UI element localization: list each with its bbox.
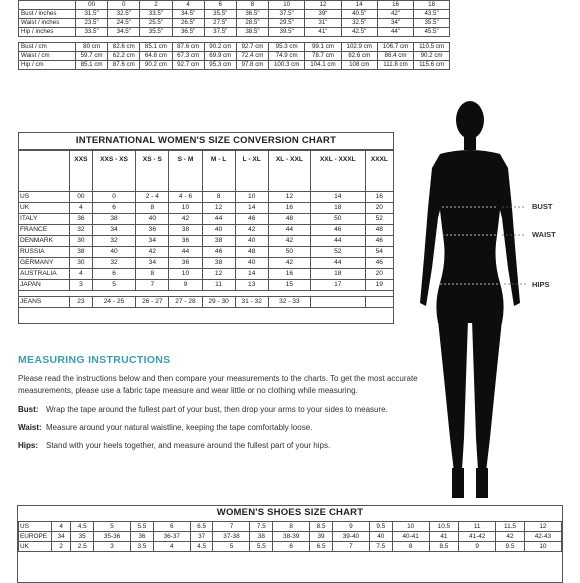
table-row: [19, 236, 393, 247]
table-cell: 40: [92, 247, 135, 258]
table-cell: 87.6 cm: [108, 61, 140, 70]
bust-instruction: [18, 405, 448, 415]
table-cell: 100.3 cm: [269, 61, 305, 70]
size-header: 8: [236, 1, 268, 10]
shoes-title-row: [19, 505, 562, 522]
table-cell: 50: [268, 247, 310, 258]
shoes-rows: [19, 522, 562, 552]
row-label: JAPAN: [19, 280, 70, 291]
table-cell: 40: [369, 532, 392, 542]
table-cell: 40: [235, 236, 268, 247]
instruction-text: Measure around your natural waistline, keeping the tape comfortably loose.: [46, 423, 313, 432]
shoes-size-table: [18, 505, 562, 552]
table-cell: 82.6 cm: [341, 52, 377, 61]
table-cell: 26.5": [172, 19, 204, 28]
table-cell: 9.5: [496, 542, 525, 552]
row-label: US: [19, 522, 52, 532]
table-cell: 6: [92, 269, 135, 280]
intl-size-chart: [18, 132, 394, 324]
table-cell: 2 - 4: [136, 192, 169, 203]
intl-rows: [19, 192, 393, 291]
table-cell: 74.9 cm: [269, 52, 305, 61]
table-cell: 97.8 cm: [236, 61, 268, 70]
table-cell: 19: [365, 280, 393, 291]
table-cell: 8: [392, 542, 429, 552]
row-label: Waist / cm: [19, 52, 76, 61]
row-label: UK: [19, 203, 70, 214]
table-cell: 11: [202, 280, 235, 291]
instruction-text: Stand with your heels together, and measure around the fullest part of your hips.: [46, 441, 331, 450]
table-cell: 32.5": [341, 19, 377, 28]
table-cell: 8: [273, 522, 310, 532]
measuring-intro: Please read the instructions below and then compare your measurements to the charts. To get the most accurate measurements, please use a fabric tape measure and wear little or no clothing while measuring.: [18, 374, 418, 395]
table-cell: 4.5: [190, 542, 213, 552]
intl-chart-title: INTERNATIONAL WOMEN'S SIZE CONVERSION CHART: [19, 133, 393, 150]
table-row: [19, 247, 393, 258]
table-cell: 25.5": [140, 19, 172, 28]
hips-instruction: [18, 441, 448, 451]
table-cell: 87.6 cm: [172, 43, 204, 52]
table-cell: 33.5": [140, 10, 172, 19]
table-cell: [365, 297, 393, 308]
table-cell: 41: [429, 532, 459, 542]
table-cell: 34: [52, 532, 71, 542]
table-row: [19, 28, 450, 37]
table-cell: 39.5": [269, 28, 305, 37]
size-header: 16: [377, 1, 413, 10]
table-cell: 38: [92, 214, 135, 225]
table-cell: 44: [311, 236, 366, 247]
table-cell: 104.1 cm: [305, 61, 341, 70]
table-cell: 44: [311, 258, 366, 269]
table-cell: 62.2 cm: [108, 52, 140, 61]
table-cell: 46: [202, 247, 235, 258]
table-cell: 42: [136, 247, 169, 258]
table-cell: 41-42: [459, 532, 496, 542]
row-label: DENMARK: [19, 236, 70, 247]
intl-header-row: [19, 151, 393, 192]
table-cell: 54: [365, 247, 393, 258]
table-cell: 10: [169, 203, 202, 214]
table-row: [19, 280, 393, 291]
table-cell: 8.5: [310, 522, 333, 532]
table-cell: 12: [268, 192, 310, 203]
table-cell: 27 - 28: [169, 297, 202, 308]
table-cell: 3: [94, 542, 131, 552]
table-cell: 42: [496, 532, 525, 542]
table-cell: 38: [202, 236, 235, 247]
table-cell: 35: [71, 532, 94, 542]
table-cell: 42: [169, 214, 202, 225]
table-row: [19, 43, 450, 52]
size-header: XXS: [70, 151, 93, 192]
table-cell: 82.6 cm: [108, 43, 140, 52]
table-cell: 2: [52, 542, 71, 552]
waist-instruction: [18, 423, 448, 433]
size-header: 00: [76, 1, 108, 10]
table-cell: 72.4 cm: [236, 52, 268, 61]
table-cell: [19, 151, 70, 192]
table-cell: 42-43: [524, 532, 561, 542]
measurements-table: [18, 0, 450, 70]
table-cell: 30: [70, 236, 93, 247]
table-cell: 106.7 cm: [377, 43, 413, 52]
table-cell: 18: [311, 203, 366, 214]
table-cell: 9.5: [369, 522, 392, 532]
table-cell: 67.3 cm: [172, 52, 204, 61]
intl-size-table: [19, 150, 393, 308]
table-cell: 34.5": [108, 28, 140, 37]
table-cell: 42.5": [341, 28, 377, 37]
table-cell: 32 - 33: [268, 297, 310, 308]
table-cell: 35.5": [204, 10, 236, 19]
table-row: [19, 10, 450, 19]
table-cell: 99.1 cm: [305, 43, 341, 52]
body-silhouette-illustration: [410, 98, 530, 506]
instruction-key: Bust:: [18, 405, 39, 414]
table-row: [19, 214, 393, 225]
size-header: XS - S: [136, 151, 169, 192]
table-cell: 90.2 cm: [140, 61, 172, 70]
table-cell: 69.9 cm: [204, 52, 236, 61]
table-cell: 11.5: [496, 522, 525, 532]
table-cell: 14: [311, 192, 366, 203]
size-header: 6: [204, 1, 236, 10]
table-cell: 36: [136, 225, 169, 236]
table-cell: 28.5": [236, 19, 268, 28]
table-cell: 15: [268, 280, 310, 291]
size-header: XXL - XXXL: [311, 151, 366, 192]
table-cell: 34: [136, 236, 169, 247]
table-cell: 16: [365, 192, 393, 203]
cm-rows: [19, 43, 450, 70]
table-cell: 40-41: [392, 532, 429, 542]
table-cell: 8: [136, 269, 169, 280]
table-cell: 12: [202, 203, 235, 214]
row-label: UK: [19, 542, 52, 552]
table-cell: 38: [250, 532, 273, 542]
table-cell: 111.8 cm: [377, 61, 413, 70]
hips-label: HIPS: [532, 280, 550, 289]
measuring-title: MEASURING INSTRUCTIONS: [18, 354, 171, 366]
table-cell: 20: [365, 269, 393, 280]
table-cell: 34.5": [172, 10, 204, 19]
table-cell: 90.2 cm: [414, 52, 450, 61]
table-cell: [19, 1, 76, 10]
table-cell: 110.5 cm: [414, 43, 450, 52]
table-cell: 44: [268, 225, 310, 236]
table-cell: 36: [169, 258, 202, 269]
size-header: XXXL: [365, 151, 393, 192]
size-header: 18: [414, 1, 450, 10]
size-header: 12: [305, 1, 341, 10]
table-row: [19, 192, 393, 203]
table-cell: 34: [92, 225, 135, 236]
table-cell: 40.5": [341, 10, 377, 19]
table-row: [19, 19, 450, 28]
table-row: [19, 61, 450, 70]
table-cell: 42: [268, 258, 310, 269]
table-row: [19, 258, 393, 269]
table-cell: 85.1 cm: [140, 43, 172, 52]
table-cell: 78.7 cm: [305, 52, 341, 61]
table-cell: 13: [235, 280, 268, 291]
table-cell: 7: [332, 542, 369, 552]
table-cell: 33.5": [76, 28, 108, 37]
table-cell: 7: [213, 522, 250, 532]
table-cell: 14: [235, 269, 268, 280]
table-cell: 31 - 32: [235, 297, 268, 308]
table-cell: 40: [235, 258, 268, 269]
table-cell: 36.5": [236, 10, 268, 19]
table-cell: 10.5: [429, 522, 459, 532]
row-label: Hip / cm: [19, 61, 76, 70]
table-cell: 32: [70, 225, 93, 236]
table-cell: 5: [94, 522, 131, 532]
row-label: AUSTRALIA: [19, 269, 70, 280]
size-header: 4: [172, 1, 204, 10]
table-row: [19, 542, 562, 552]
table-cell: 11: [459, 522, 496, 532]
table-row: [19, 52, 450, 61]
size-header: S - M: [169, 151, 202, 192]
table-cell: 4: [70, 269, 93, 280]
table-cell: 46: [365, 236, 393, 247]
table-cell: 7.5: [250, 522, 273, 532]
table-cell: 6: [92, 203, 135, 214]
table-cell: 5: [213, 542, 250, 552]
row-label: GERMANY: [19, 258, 70, 269]
row-label: FRANCE: [19, 225, 70, 236]
table-cell: 20: [365, 203, 393, 214]
table-cell: 48: [235, 247, 268, 258]
table-cell: 34: [136, 258, 169, 269]
size-header: L - XL: [235, 151, 268, 192]
table-cell: 18: [311, 269, 366, 280]
row-label: Bust / cm: [19, 43, 76, 52]
table-cell: 17: [311, 280, 366, 291]
table-cell: 48: [268, 214, 310, 225]
table-cell: 46: [311, 225, 366, 236]
table-cell: 80 cm: [76, 43, 108, 52]
table-cell: 4: [52, 522, 71, 532]
table-cell: 8.5: [429, 542, 459, 552]
inch-rows: [19, 10, 450, 37]
table-cell: 38.5": [236, 28, 268, 37]
table-cell: 35-36: [94, 532, 131, 542]
table-cell: 40: [202, 225, 235, 236]
table-cell: 86.4 cm: [377, 52, 413, 61]
row-label: Hip / inches: [19, 28, 76, 37]
table-cell: 16: [268, 269, 310, 280]
table-cell: 26 - 27: [136, 297, 169, 308]
bust-label: BUST: [532, 202, 553, 211]
measurements-header-row: [19, 1, 450, 10]
table-cell: 35.5": [414, 19, 450, 28]
table-cell: 16: [268, 203, 310, 214]
table-cell: 24 - 25: [92, 297, 135, 308]
table-cell: 38: [202, 258, 235, 269]
instruction-key: Waist:: [18, 423, 42, 432]
table-cell: 36: [131, 532, 154, 542]
table-cell: 3: [70, 280, 93, 291]
table-cell: 37.5": [269, 10, 305, 19]
table-cell: 44: [169, 247, 202, 258]
table-cell: 36.5": [172, 28, 204, 37]
table-cell: 6.5: [190, 522, 213, 532]
table-row: [19, 522, 562, 532]
row-label: EUROPE: [19, 532, 52, 542]
table-cell: 7.5: [369, 542, 392, 552]
table-cell: 38-39: [273, 532, 310, 542]
table-cell: 32: [92, 258, 135, 269]
table-cell: 52: [365, 214, 393, 225]
shoes-chart-title: WOMEN'S SHOES SIZE CHART: [216, 507, 364, 518]
table-cell: 35.5": [140, 28, 172, 37]
table-cell: 85.1 cm: [76, 61, 108, 70]
table-row: [19, 532, 562, 542]
table-cell: 10: [169, 269, 202, 280]
table-cell: 45.5": [414, 28, 450, 37]
table-cell: 27.5": [204, 19, 236, 28]
instruction-key: Hips:: [18, 441, 38, 450]
table-cell: 10: [235, 192, 268, 203]
table-cell: 30: [70, 258, 93, 269]
table-cell: 50: [311, 214, 366, 225]
size-header: 10: [269, 1, 305, 10]
table-cell: 14: [235, 203, 268, 214]
table-cell: 38: [169, 225, 202, 236]
row-label: ITALY: [19, 214, 70, 225]
row-label: Waist / inches: [19, 19, 76, 28]
table-cell: 95.3 cm: [269, 43, 305, 52]
table-cell: 29.5": [269, 19, 305, 28]
table-cell: 108 cm: [341, 61, 377, 70]
table-cell: 37: [190, 532, 213, 542]
row-label: JEANS: [19, 297, 70, 308]
table-row: [19, 269, 393, 280]
table-cell: 5.5: [131, 522, 154, 532]
table-cell: 12: [202, 269, 235, 280]
table-cell: 52: [311, 247, 366, 258]
table-cell: 44": [377, 28, 413, 37]
table-cell: 23: [70, 297, 93, 308]
table-cell: 38: [70, 247, 93, 258]
table-cell: 39-40: [332, 532, 369, 542]
size-header: XXS - XS: [92, 151, 135, 192]
table-cell: 00: [70, 192, 93, 203]
table-cell: 10: [524, 542, 561, 552]
size-header: 2: [140, 1, 172, 10]
table-cell: 37-38: [213, 532, 250, 542]
table-cell: 2.5: [71, 542, 94, 552]
table-cell: 48: [365, 225, 393, 236]
jeans-row: [19, 297, 393, 308]
table-cell: 10: [392, 522, 429, 532]
row-label: RUSSIA: [19, 247, 70, 258]
table-cell: 32: [92, 236, 135, 247]
table-cell: 3.5: [131, 542, 154, 552]
table-cell: 42": [377, 10, 413, 19]
table-cell: 6: [273, 542, 310, 552]
table-cell: 12: [524, 522, 561, 532]
table-cell: 7: [136, 280, 169, 291]
waist-label: WAIST: [532, 230, 556, 239]
table-cell: 0: [92, 192, 135, 203]
size-header: XL - XXL: [268, 151, 310, 192]
table-cell: 29 - 30: [202, 297, 235, 308]
table-cell: 92.7 cm: [172, 61, 204, 70]
table-cell: 23.5": [76, 19, 108, 28]
table-cell: 115.6 cm: [414, 61, 450, 70]
table-cell: 36: [70, 214, 93, 225]
table-cell: 6: [153, 522, 190, 532]
table-cell: 8: [202, 192, 235, 203]
table-cell: 90.2 cm: [204, 43, 236, 52]
table-cell: 41": [305, 28, 341, 37]
instruction-text: Wrap the tape around the fullest part of your bust, then drop your arms to your sides to measure.: [46, 405, 388, 414]
table-cell: 39: [310, 532, 333, 542]
table-row: [19, 297, 393, 308]
table-cell: 46: [235, 214, 268, 225]
table-cell: 44: [202, 214, 235, 225]
table-cell: 46: [365, 258, 393, 269]
table-cell: [311, 297, 366, 308]
table-cell: 9: [332, 522, 369, 532]
table-cell: 39": [305, 10, 341, 19]
table-row: [19, 225, 393, 236]
table-cell: 92.7 cm: [236, 43, 268, 52]
table-cell: 64.8 cm: [140, 52, 172, 61]
size-header: 0: [108, 1, 140, 10]
table-cell: 5.5: [250, 542, 273, 552]
table-cell: 4 - 6: [169, 192, 202, 203]
row-label: Bust / inches: [19, 10, 76, 19]
table-cell: 59.7 cm: [76, 52, 108, 61]
table-cell: 42: [268, 236, 310, 247]
table-cell: 5: [92, 280, 135, 291]
table-cell: 8: [136, 203, 169, 214]
table-row: [19, 203, 393, 214]
table-cell: 36-37: [153, 532, 190, 542]
table-cell: 31": [305, 19, 341, 28]
size-header: 14: [341, 1, 377, 10]
table-cell: 4: [70, 203, 93, 214]
table-cell: 32.5": [108, 10, 140, 19]
table-cell: 4: [153, 542, 190, 552]
table-cell: 40: [136, 214, 169, 225]
table-cell: 31.5": [76, 10, 108, 19]
table-cell: 43.5": [414, 10, 450, 19]
table-cell: 6.5: [310, 542, 333, 552]
table-cell: 4.5: [71, 522, 94, 532]
size-header: M - L: [202, 151, 235, 192]
table-cell: 9: [169, 280, 202, 291]
table-cell: 42: [235, 225, 268, 236]
table-cell: 102.9 cm: [341, 43, 377, 52]
table-cell: 9: [459, 542, 496, 552]
table-cell: 34": [377, 19, 413, 28]
table-cell: 36: [169, 236, 202, 247]
table-cell: 37.5": [204, 28, 236, 37]
table-cell: 95.3 cm: [204, 61, 236, 70]
row-label: US: [19, 192, 70, 203]
table-cell: 24.5": [108, 19, 140, 28]
